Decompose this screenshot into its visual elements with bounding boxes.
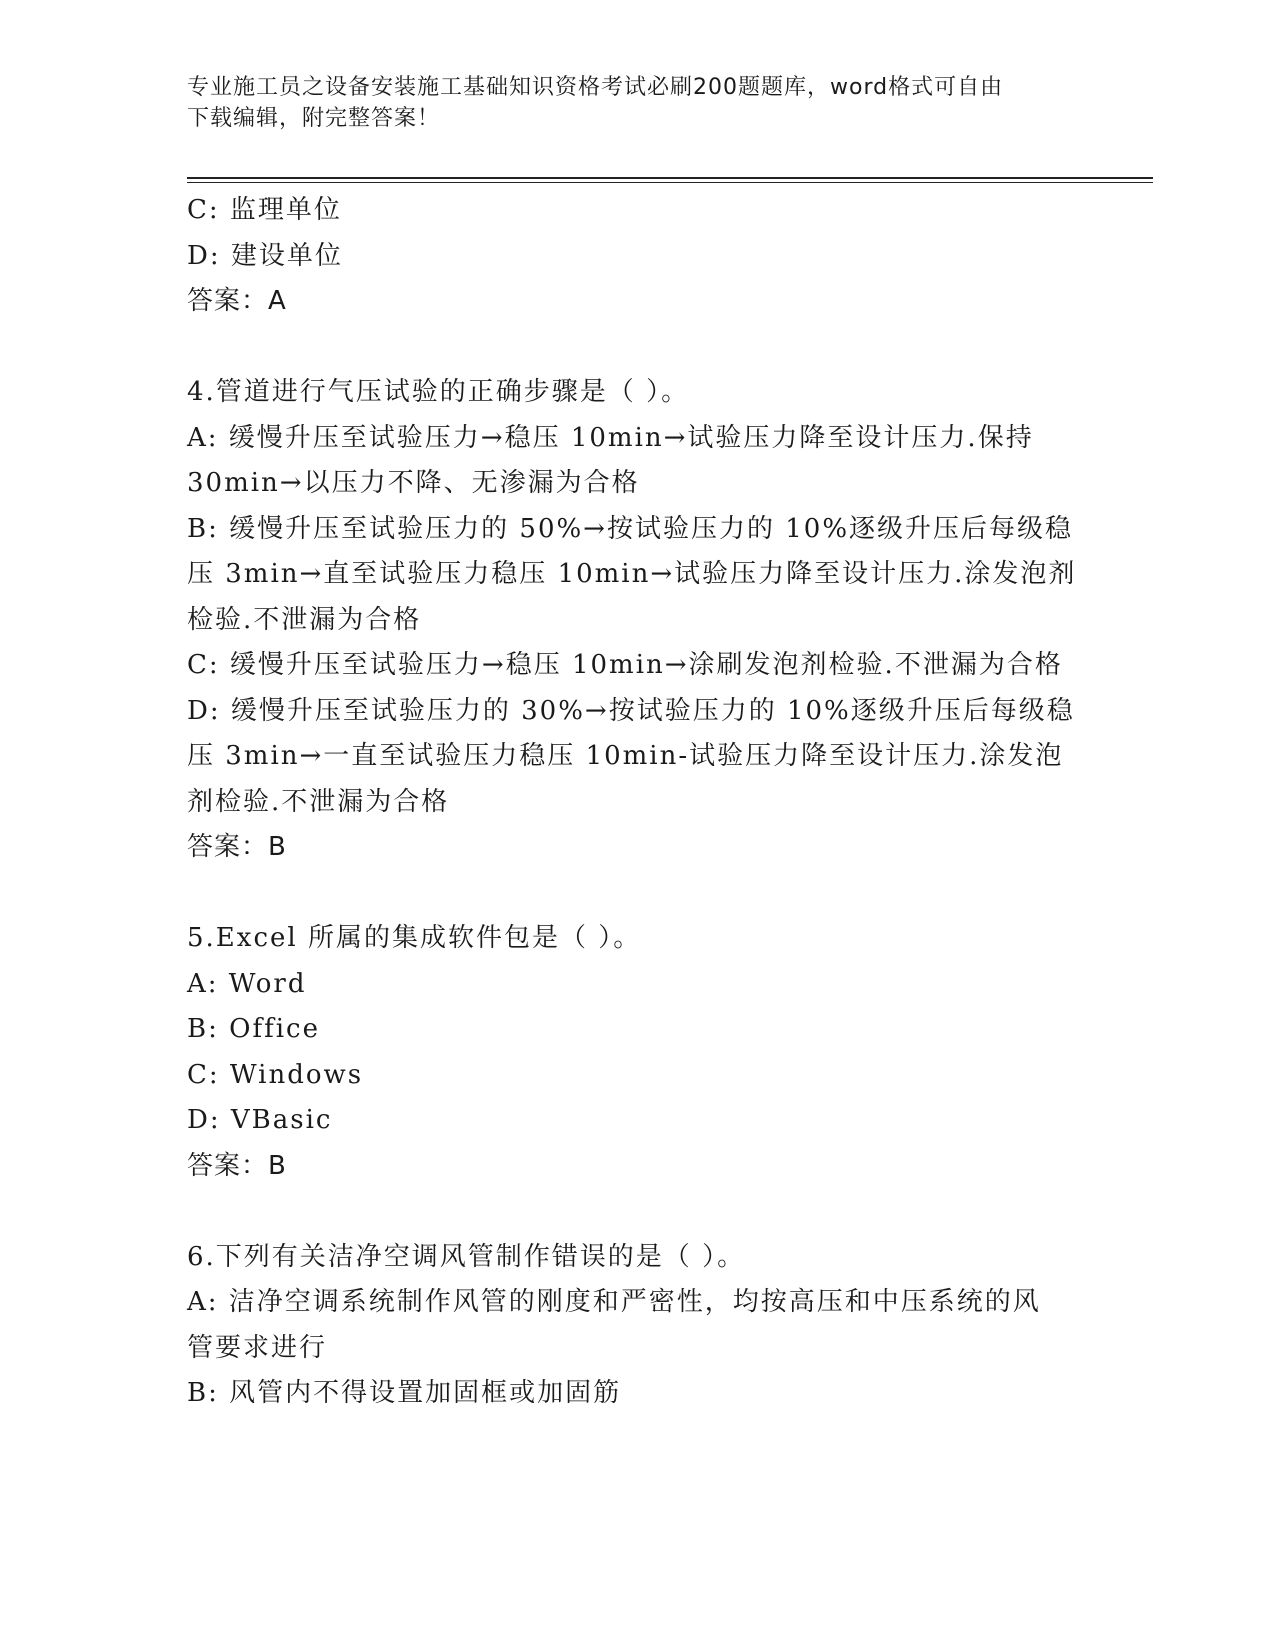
question-text: 4.管道进行气压试验的正确步骤是（ ）。 <box>187 377 690 407</box>
option-d: D: VBasic <box>187 1105 333 1135</box>
document-header <box>187 72 1067 134</box>
option-b: B: 缓慢升压至试验压力的 50%→按试验压力的 10%逐级升压后每级稳 <box>187 513 1074 544</box>
option-c: C: 缓慢升压至试验压力→稳压 10min→涂刷发泡剂检验.不泄漏为合格 <box>187 650 1063 680</box>
option-b-cont: 检验.不泄漏为合格 <box>187 604 422 635</box>
option-d-cont: 剂检验.不泄漏为合格 <box>187 786 450 817</box>
spacer <box>187 1189 1087 1235</box>
option-d: D: 建设单位 <box>187 240 343 271</box>
option-b: B: 风管内不得设置加固框或加固筋 <box>187 1378 622 1408</box>
header-title-line-2: 下载编辑，附完整答案！ <box>187 106 441 131</box>
option-a-cont: 管要求进行 <box>187 1332 328 1363</box>
question-4 <box>187 370 1087 871</box>
spacer <box>187 325 1087 371</box>
option-d-cont: 压 3min→一直至试验压力稳压 10min-试验压力降至设计压力.涂发泡 <box>187 741 1064 771</box>
question-5 <box>187 916 1087 1189</box>
spacer <box>187 871 1087 917</box>
answer: 答案：B <box>187 1150 287 1181</box>
question-content <box>187 188 1087 1417</box>
option-d: D: 缓慢升压至试验压力的 30%→按试验压力的 10%逐级升压后每级稳 <box>187 695 1075 726</box>
question-6 <box>187 1235 1087 1417</box>
option-b: B: Office <box>187 1014 320 1044</box>
question-text: 5.Excel 所属的集成软件包是（ ）。 <box>187 923 642 953</box>
header-divider-thick <box>187 177 1153 179</box>
header-divider-thin <box>187 182 1153 183</box>
answer: 答案：A <box>187 286 287 316</box>
option-c: C: Windows <box>187 1059 364 1090</box>
option-a: A: 缓慢升压至试验压力→稳压 10min→试验压力降至设计压力.保持 <box>187 422 1034 453</box>
option-a: A: 洁净空调系统制作风管的刚度和严密性，均按高压和中压系统的风 <box>187 1287 1041 1317</box>
option-b-cont: 压 3min→直至试验压力稳压 10min→试验压力降至设计压力.涂发泡剂 <box>187 559 1077 589</box>
answer: 答案：B <box>187 832 287 862</box>
option-a: A: Word <box>187 968 307 999</box>
option-c: C: 监理单位 <box>187 195 342 225</box>
question-3 <box>187 188 1087 325</box>
header-title-line-1: 专业施工员之设备安装施工基础知识资格考试必刷200题题库，word格式可自由 <box>187 75 1004 100</box>
option-a-cont: 30min→以压力不降、无渗漏为合格 <box>187 468 640 498</box>
question-text: 6.下列有关洁净空调风管制作错误的是（ ）。 <box>187 1241 746 1272</box>
